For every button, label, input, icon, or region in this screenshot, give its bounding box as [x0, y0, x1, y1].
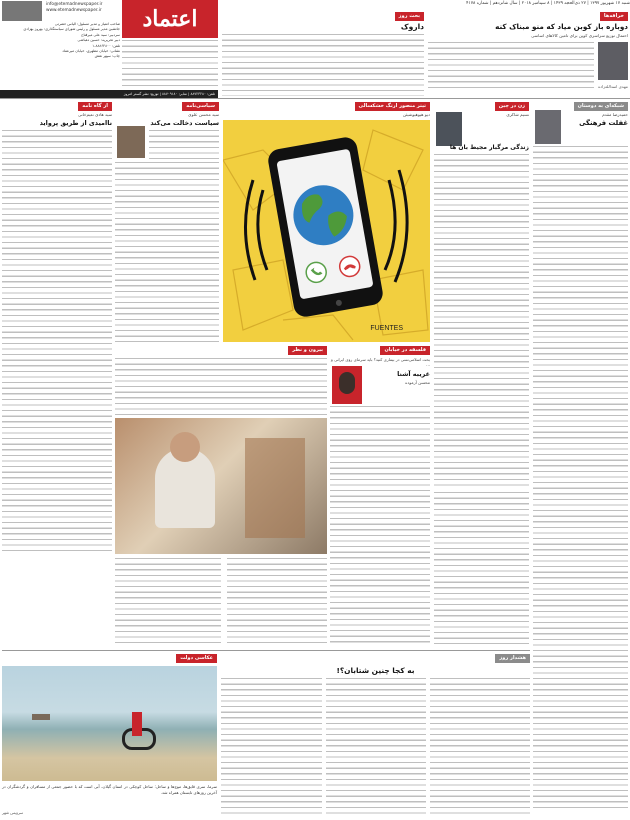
omid-column [2, 102, 112, 552]
headline: زندگی مرگبار مجیط بان ها [449, 144, 529, 151]
column-text [149, 130, 219, 160]
section-label: هشدار روز [495, 654, 530, 663]
zan-column [434, 102, 529, 487]
byline: مهدی اسدالله‌زاده [598, 84, 628, 89]
headline: غفلت فرهنگی [579, 119, 628, 127]
column-text [430, 678, 530, 814]
section-label: بحث روز [395, 12, 424, 21]
phone-globe-illustration [223, 120, 430, 342]
info-line: دبیر تحریریه: حسین دهباشی [77, 38, 120, 43]
headline: دوباره باز کوبن میاد که منو مبناک کنه [495, 22, 628, 31]
dek: بحث اسلامی‌نسی در بیماری کنید؟ باید سرمای روی ایرانی و ... [330, 357, 430, 368]
newspaper-logo: اعتماد [122, 0, 218, 38]
headline: سیاست دخالت می‌کند [150, 119, 219, 127]
masthead-email[interactable]: info@etemadnewspaper.ir [46, 2, 103, 7]
author-photo [436, 112, 462, 146]
masthead-bottom-bar: تلفن: ۸۸۷۲۳۲۸۰ | نمابر: ۸۸۷۰۹۱۸۰ | توزیع: نشر گستر امروز [0, 90, 218, 98]
info-line: نشانی: خیابان مطهری، خیابان میرعماد [62, 49, 120, 54]
column-text [330, 406, 430, 646]
siasat-column [115, 102, 219, 342]
column-text [115, 162, 219, 342]
column-text [326, 678, 426, 814]
section-label: عکاسی دولت [176, 654, 217, 663]
section-label: سیاسی‌نامه [182, 102, 219, 111]
story-text [428, 42, 594, 90]
section-label: فلسفه در خیابان [380, 346, 430, 355]
info-line: جانشین مدیر مسئول و رئیس شورای سیاستگذاری: بهروز بهزادی [23, 27, 120, 32]
byline: نسیم شاکری [506, 112, 529, 117]
divider [0, 98, 630, 99]
section-label: خرافه‌ها [600, 12, 628, 21]
lead: احتمال توزیع سراسری کوپن برای تامین کالاهای اساسی [531, 33, 628, 38]
headline: ناامیدی از طریق پرواید [39, 119, 112, 127]
illustration-signature: FUENTES [370, 325, 403, 332]
section-label: شبکه‌ای به دوستان [574, 102, 628, 111]
byline: سید محسن علوی [188, 112, 219, 117]
gharib-story [330, 346, 430, 646]
column-text [2, 130, 112, 552]
byline: محسن آزموده [405, 380, 430, 385]
top-right-story [428, 12, 628, 98]
author-photo [332, 366, 362, 404]
bottom-photo-story [2, 654, 217, 816]
info-line: تلفن: ۸۸۸۶۴۸۰۰-۱ [92, 43, 120, 48]
story-text [227, 558, 327, 646]
story-photo [115, 418, 327, 554]
section-label: تیتر منصور ارتگ خشکسالی [355, 102, 430, 111]
column-text [434, 154, 529, 487]
illustration [223, 120, 430, 342]
bottom-footer: سرویس شهر [2, 810, 24, 815]
masthead-text-block [122, 40, 218, 88]
author-photo [117, 126, 145, 158]
byline: سید هادی نعیم‌خانی [77, 112, 112, 117]
date-line: شنبه ۱۷ شهریور ۱۳۹۷ | ۲۷ ذی‌الحجه ۱۴۳۹ | ۸ سپتامبر ۲۰۱۸ | سال شانزدهم | شماره ۴۱۷۸ [466, 1, 630, 6]
section-label: بیرون و نظر [288, 346, 327, 355]
photo-caption: سرما، سری قایق‌ها، موج‌ها و ساحل: ساحل کوچکی در استان گیلان، آبی است که با حضور جمعی از مسافران و گردشگران در آخرین روزهای تابستان همراه شد. [2, 784, 217, 795]
headline: داروک [400, 22, 424, 31]
divider [2, 650, 530, 651]
beach-photo [2, 666, 217, 781]
section-label: زن در چین [495, 102, 529, 111]
masthead-header-photo [2, 1, 42, 21]
section-label: از گاه نامه [78, 102, 112, 111]
story-text [115, 358, 327, 416]
illustration-block [223, 102, 430, 342]
drug-story [222, 12, 424, 98]
masthead-website[interactable]: www.etemadnewspaper.ir [46, 8, 102, 13]
info-line: سردبیر: سید علی میرفتاح [81, 32, 120, 37]
headline: غریبه آشنا [397, 370, 430, 378]
info-line: صاحب امتیاز و مدیر مسئول: الیاس حضرتی [54, 22, 120, 26]
bottom-mid-story [221, 654, 530, 816]
zan-continuation [434, 492, 529, 644]
byline: حمیدرضا مقدم [602, 112, 628, 117]
masthead-info [2, 22, 120, 92]
story-text [222, 34, 424, 96]
author-photo [535, 110, 561, 144]
info-line: چاپ: سپهر نقش [94, 54, 120, 59]
story-text [115, 558, 221, 646]
byline: دیو هیوهیوشیئن [402, 112, 430, 117]
column-text [221, 678, 322, 814]
photo-story [115, 346, 327, 646]
shabake-column [533, 102, 628, 814]
headline: به کجا چنین شتابان؟! [336, 666, 415, 675]
column-text [533, 146, 628, 812]
author-photo [598, 42, 628, 80]
